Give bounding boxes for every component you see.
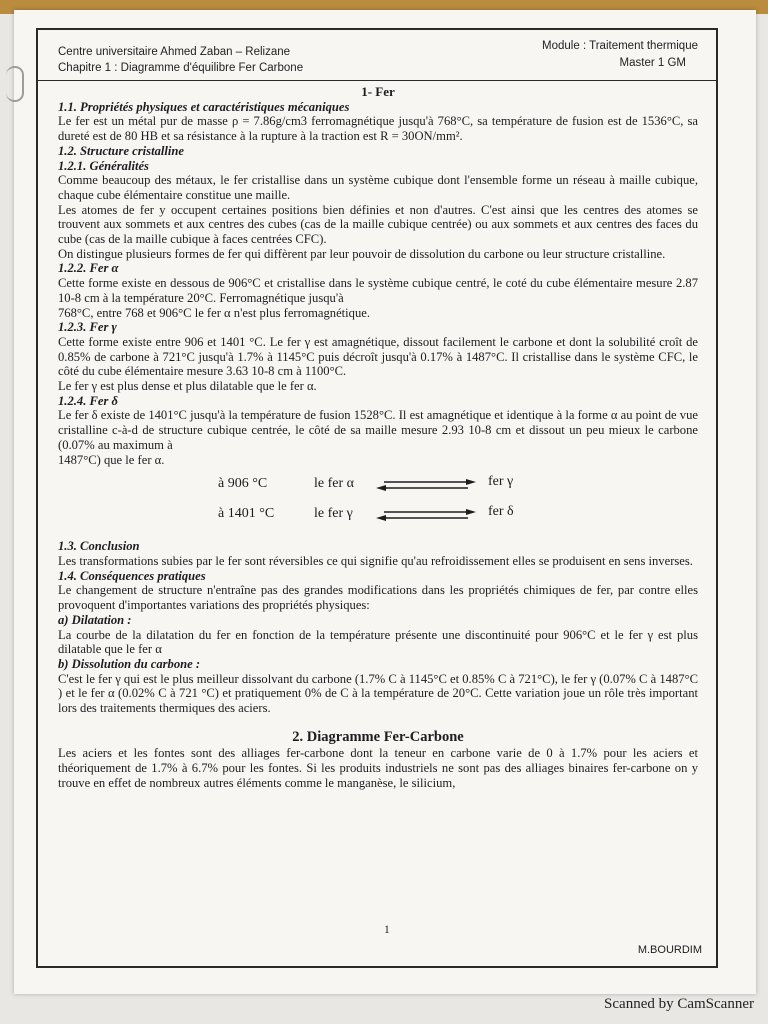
section-title-fer: 1- Fer <box>361 84 395 99</box>
transformation-from: le fer α <box>314 476 354 492</box>
paragraph-1-1: Le fer est un métal pur de masse ρ = 7.86g/cm3 ferromagnétique jusqu'à 768°C, sa température de fusion est de 1536°C, sa dureté est de 80 HB et sa résistance à la rupture à la traction est R = 30ON/mm². <box>58 114 698 144</box>
heading-1-2-1: 1.2.1. Généralités <box>58 158 149 173</box>
page-header <box>38 30 716 81</box>
transformation-to: fer δ <box>488 504 514 520</box>
chapter-title: Chapitre 1 : Diagramme d'équilibre Fer Carbone <box>58 62 304 74</box>
paragraph-1-2-2-a: Cette forme existe en dessous de 906°C et cristallise dans le système cubique centré, le coté du cube élémentaire mesure 2.87 10-8 cm à la température 20°C. Ferromagnétique jusqu'à <box>58 276 698 305</box>
level-label: Master 1 GM <box>619 57 686 69</box>
paragraph-dissolution: C'est le fer γ qui est le plus meilleur dissolvant du carbone (1.7% C à 1145°C et 0.85% C à 721°C), le fer γ (0.07% C à 1487°C ) et le fer α (0.02% C à 721 °C) et pratiquement 0% de C à la température de 20°C. Cette variation joue un rôle très important lors des traitements thermiques des aciers. <box>58 671 698 716</box>
heading-1-3: 1.3. Conclusion <box>58 539 140 554</box>
section-title-diagramme: 2. Diagramme Fer-Carbone <box>292 728 464 745</box>
equilibrium-arrow-icon <box>376 479 476 491</box>
module-name: Module : Traitement thermique <box>542 40 698 52</box>
page-number: 1 <box>384 924 390 936</box>
heading-dissolution: b) Dissolution du carbone : <box>58 656 201 671</box>
scanner-watermark: Scanned by CamScanner <box>604 996 754 1012</box>
paragraph-1-2-4-a: Le fer δ existe de 1401°C jusqu'à la température de fusion 1528°C. Il est amagnétique et identique à la forme α au point de vue cristalline c-à-d de structure cubique centrée, le côté de sa maille mesure 2.93 10-8 cm et dissout un peu mieux le carbone (0.07% au maximum à <box>58 408 698 452</box>
institution-name: Centre universitaire Ahmed Zaban – Relizane <box>58 46 291 58</box>
heading-1-2-2: 1.2.2. Fer α <box>58 261 119 276</box>
paragraph-1-2-1-b: Les atomes de fer y occupent certaines positions bien définies et non d'autres. C'est ainsi que les centres des atomes se trouvent aux sommets et aux centres des cubes (cas de la maille cubique centrée) ou aux sommets et aux centres des faces du cube (cas de la maille cubique à faces centrées CFC). <box>58 202 698 247</box>
heading-1-1: 1.1. Propriétés physiques et caractéristiques mécaniques <box>58 99 350 114</box>
paragraph-1-2-3-b: Le fer γ est plus dense et plus dilatable que le fer α. <box>58 379 317 394</box>
heading-dilatation: a) Dilatation : <box>58 612 132 627</box>
heading-1-2-3: 1.2.3. Fer γ <box>58 320 117 335</box>
transformation-from: le fer γ <box>314 506 353 522</box>
paragraph-1-3: Les transformations subies par le fer sont réversibles ce qui signifie qu'au refroidissement elles se produisent en sens inverses. <box>58 553 693 568</box>
transformation-equations <box>58 473 698 531</box>
transformation-temp: à 906 °C <box>218 476 268 492</box>
paragraph-2: Les aciers et les fontes sont des alliages fer-carbone dont la teneur en carbone varie de 0 à 1.7% pour les aciers et théoriquement de 1.7% à 6.7% pour les fontes. Si les produits industriels ne sont pas des alliages binaires fer-carbone on y trouve en effet de nombreux autres éléments comme le manganèse, le silicium, <box>58 746 698 790</box>
heading-1-4: 1.4. Conséquences pratiques <box>58 568 206 583</box>
paragraph-dilatation: La courbe de la dilatation du fer en fonction de la température présente une discontinuité pour 906°C et le fer γ est plus dilatable que le fer α <box>58 627 698 657</box>
transformation-temp: à 1401 °C <box>218 506 275 522</box>
paragraph-1-2-3-a: Cette forme existe entre 906 et 1401 °C. Le fer γ est amagnétique, dissout facilement le carbone et dont la solubilité croît de 0.85% de carbone à 721°C jusqu'à 1.7% à 1145°C puis décroît jusqu'à 0.17% à 1487°C. Il cristallise dans le système CFC, le côté du cube élémentaire mesure 3.63 10-8 cm à 1100°C. <box>58 334 698 379</box>
paragraph-1-2-1-a: Comme beaucoup des métaux, le fer cristallise dans un système cubique dont l'ensemble forme un réseau à maille cubique, chaque cube élémentaire constitue une maille. <box>58 173 698 202</box>
paragraph-1-2-1-c: On distingue plusieurs formes de fer qui diffèrent par leur pouvoir de dissolution du carbone ou leur structure cristalline. <box>58 246 666 261</box>
page-frame <box>36 28 718 968</box>
paragraph-1-4: Le changement de structure n'entraîne pas des grandes modifications dans les propriétés chimiques de fer, par contre elles provoquent d'importantes variations des propriétés physiques: <box>58 583 698 613</box>
author-name: M.BOURDIM <box>637 944 702 956</box>
binder-ring-icon <box>6 66 24 102</box>
heading-1-2: 1.2. Structure cristalline <box>58 143 184 158</box>
paragraph-1-2-2-b: 768°C, entre 768 et 906°C le fer α n'est plus ferromagnétique. <box>58 305 371 320</box>
heading-1-2-4: 1.2.4. Fer δ <box>58 393 118 408</box>
transformation-to: fer γ <box>488 474 514 490</box>
document-page <box>14 10 756 994</box>
page-content <box>58 85 698 791</box>
transformation-row <box>58 503 698 529</box>
paragraph-1-2-4-b: 1487°C) que le fer α. <box>58 452 165 467</box>
equilibrium-arrow-icon <box>376 509 476 521</box>
transformation-row <box>58 473 698 499</box>
